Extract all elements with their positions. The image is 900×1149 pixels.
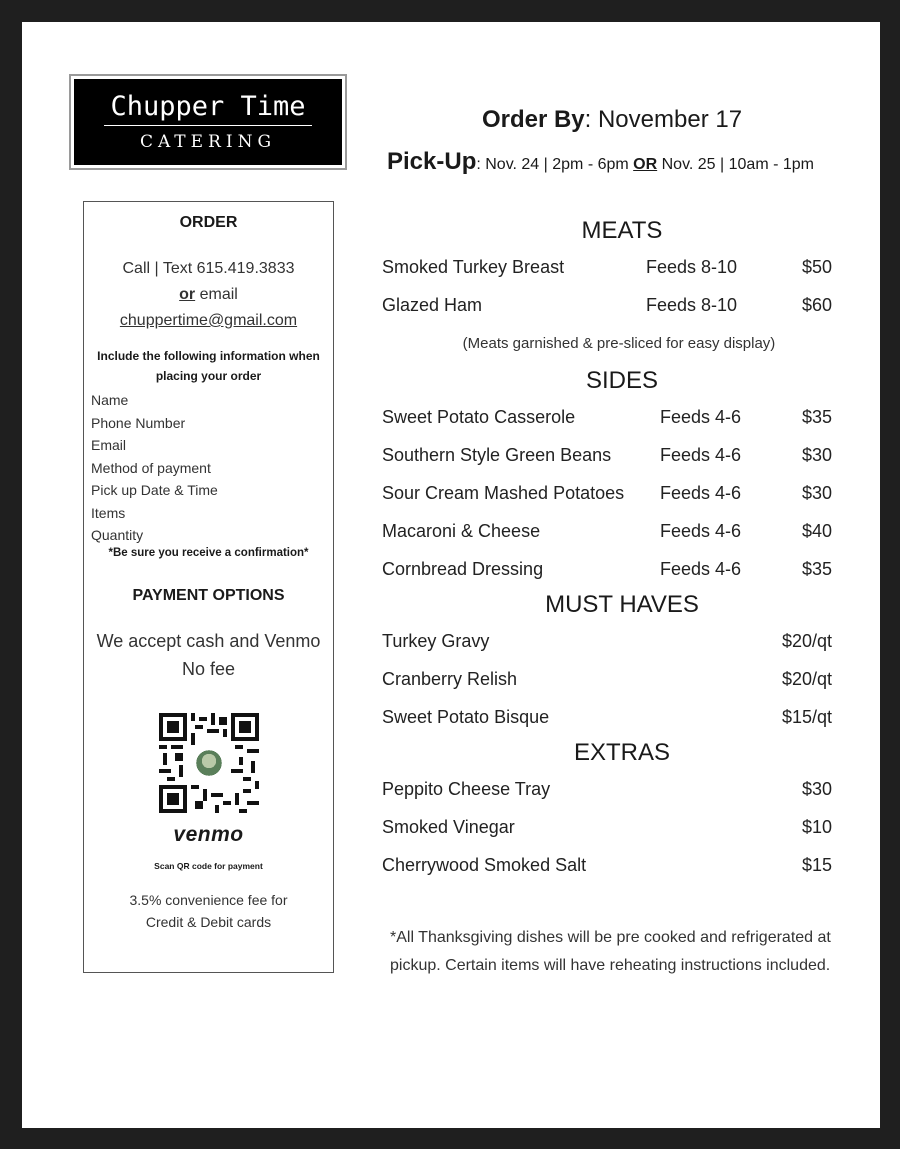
meats-heading: MEATS	[581, 217, 663, 244]
pickup-or: OR	[633, 156, 658, 173]
pickup-label: Pick-Up	[387, 148, 477, 175]
order-panel	[83, 201, 334, 973]
field-item: Name	[91, 392, 129, 408]
item-price: $15/qt	[781, 707, 832, 727]
menu-item	[382, 286, 832, 324]
must-haves-heading: MUST HAVES	[545, 591, 699, 618]
contact-info	[84, 256, 333, 334]
item-feeds: Feeds 4-6	[660, 407, 742, 427]
item-price: $15	[801, 855, 832, 875]
order-by-line	[357, 106, 867, 134]
item-name: Macaroni & Cheese	[382, 521, 541, 541]
field-item: Email	[91, 437, 127, 453]
item-price: $30	[801, 779, 832, 799]
menu-item	[382, 770, 832, 808]
item-price: $30	[801, 445, 832, 465]
menu-item	[382, 550, 832, 588]
logo-box	[74, 79, 342, 165]
menu	[382, 214, 832, 884]
item-price: $35	[801, 407, 832, 427]
item-name: Smoked Vinegar	[382, 817, 515, 837]
item-feeds: Feeds 8-10	[646, 257, 738, 277]
phone-text: Call | Text 615.419.3833	[122, 260, 295, 277]
meats-note: (Meats garnished & pre-sliced for easy display)	[462, 335, 776, 352]
order-by-label: Order By	[481, 106, 585, 133]
or-email-line	[84, 282, 333, 308]
pickup-date-2: Nov. 25 | 10am - 1pm	[657, 156, 814, 173]
item-price: $60	[801, 295, 832, 315]
footnote	[390, 924, 840, 980]
item-name: Smoked Turkey Breast	[382, 257, 565, 277]
menu-item	[382, 474, 832, 512]
email-link[interactable]: chuppertime@gmail.com	[119, 312, 298, 329]
include-note-line-1: Include the following information when	[97, 349, 320, 363]
item-name: Glazed Ham	[382, 295, 483, 315]
item-feeds: Feeds 4-6	[660, 445, 742, 465]
item-feeds: Feeds 4-6	[660, 483, 742, 503]
or-word: or	[179, 286, 196, 303]
payment-title: PAYMENT OPTIONS	[132, 586, 285, 604]
confirmation-note: *Be sure you receive a confirmation*	[108, 546, 309, 559]
venmo-logo: venmo	[173, 822, 244, 846]
item-name: Sweet Potato Bisque	[382, 707, 550, 727]
field-item: Phone Number	[91, 414, 186, 431]
logo-subtitle: CATERING	[139, 131, 277, 152]
item-name: Cherrywood Smoked Salt	[382, 855, 587, 875]
include-note	[84, 346, 333, 386]
menu-item	[382, 846, 832, 884]
item-feeds: Feeds 4-6	[660, 521, 742, 541]
item-price: $50	[801, 257, 832, 277]
item-name: Peppito Cheese Tray	[382, 779, 551, 799]
order-title: ORDER	[179, 214, 238, 231]
pickup-line	[387, 148, 867, 176]
flyer-page	[22, 22, 880, 1128]
item-name: Turkey Gravy	[382, 631, 490, 651]
item-name: Sour Cream Mashed Potatoes	[382, 483, 625, 503]
dates-block	[387, 106, 867, 176]
payment-line-1: We accept cash and Venmo	[96, 630, 321, 651]
item-price: $10	[801, 817, 832, 837]
scan-label: Scan QR code for payment	[154, 860, 263, 871]
fee-note	[84, 889, 333, 933]
venmo-qr-code-icon[interactable]	[159, 713, 259, 813]
include-note-line-2: placing your order	[155, 369, 262, 383]
item-name: Cornbread Dressing	[382, 559, 544, 579]
menu-item	[382, 248, 832, 286]
item-name: Southern Style Green Beans	[382, 445, 612, 465]
extras-heading: EXTRAS	[573, 739, 671, 766]
logo-title: Chupper Time	[104, 93, 311, 126]
field-item: Quantity	[91, 527, 144, 543]
order-by-date: : November 17	[584, 106, 743, 133]
logo	[69, 74, 347, 170]
item-feeds: Feeds 8-10	[646, 295, 738, 315]
field-item: Items	[91, 504, 126, 521]
payment-line-2: No fee	[181, 658, 236, 679]
field-item: Pick up Date & Time	[91, 482, 218, 498]
payment-text	[84, 627, 333, 683]
menu-item	[382, 660, 832, 698]
fee-line-2: Credit & Debit cards	[145, 913, 272, 930]
menu-item	[382, 698, 832, 736]
menu-item	[382, 398, 832, 436]
item-price: $40	[801, 521, 832, 541]
field-item: Method of payment	[91, 459, 211, 476]
sides-heading: SIDES	[585, 367, 659, 394]
email-word: email	[195, 286, 238, 303]
menu-item	[382, 622, 832, 660]
item-price: $20/qt	[781, 631, 832, 651]
menu-item	[382, 512, 832, 550]
item-feeds: Feeds 4-6	[660, 559, 742, 579]
item-name: Cranberry Relish	[382, 669, 518, 689]
menu-item	[382, 808, 832, 846]
item-price: $35	[801, 559, 832, 579]
pickup-date-1: : Nov. 24 | 2pm - 6pm	[476, 156, 634, 173]
fee-line-1: 3.5% convenience fee for	[129, 891, 288, 908]
footnote-line-2: pickup. Certain items will have reheating instructions included.	[390, 957, 831, 974]
field-list	[84, 389, 333, 547]
menu-item	[382, 436, 832, 474]
footnote-line-1: *All Thanksgiving dishes will be pre cooked and refrigerated at	[390, 929, 831, 946]
item-price: $30	[801, 483, 832, 503]
item-price: $20/qt	[781, 669, 832, 689]
item-name: Sweet Potato Casserole	[382, 407, 576, 427]
